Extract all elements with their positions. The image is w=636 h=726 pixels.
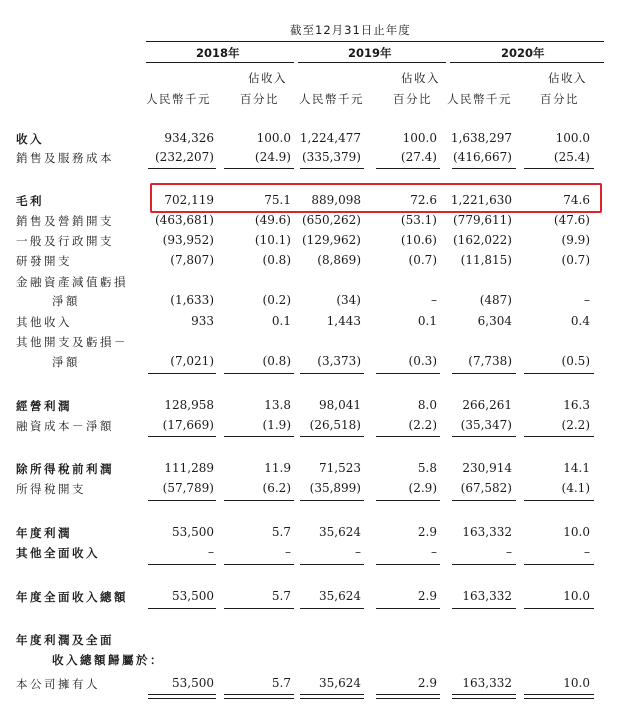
subtotal-rule (224, 500, 294, 501)
cell-value: 10.0 (563, 525, 590, 539)
cell-value: 100.0 (555, 131, 590, 145)
cell-value: – (431, 293, 437, 307)
subtotal-rule (524, 608, 594, 609)
cell-value: (463,681) (155, 213, 214, 227)
subtotal-rule (224, 608, 294, 609)
cell-value: (27.4) (400, 150, 437, 164)
cell-value: (47.6) (553, 213, 590, 227)
cell-value: 6,304 (477, 314, 512, 328)
cell-value: 266,261 (462, 398, 512, 412)
cell-value: – (506, 545, 512, 559)
cell-value: 128,958 (164, 398, 214, 412)
cell-value: (25.4) (553, 150, 590, 164)
cell-value: (34) (336, 293, 361, 307)
subtotal-rule (224, 373, 294, 374)
cell-value: – (584, 545, 590, 559)
cell-value: 71,523 (319, 461, 361, 475)
cell-value: 100.0 (256, 131, 291, 145)
row-label: 其他開支及虧損－ (16, 335, 128, 349)
row-label: 研發開支 (16, 254, 72, 268)
subtotal-rule (376, 436, 440, 437)
cell-value: (10.1) (254, 233, 291, 247)
cell-value: (67,582) (460, 481, 512, 495)
total-rule (452, 694, 516, 695)
cell-value: 14.1 (563, 461, 590, 475)
row-label: 所得稅開支 (16, 482, 86, 496)
cell-value: 5.8 (417, 461, 437, 475)
cell-value: (1.9) (262, 418, 291, 432)
subtotal-rule (148, 168, 216, 169)
year-2018-header: 2018年 (196, 46, 240, 60)
subtotal-rule (224, 564, 294, 565)
total-rule (524, 694, 594, 695)
cell-value: 13.8 (264, 398, 291, 412)
pct-column-header-line2: 百分比 (393, 92, 432, 106)
row-label: 除所得稅前利潤 (16, 462, 114, 476)
subtotal-rule (224, 168, 294, 169)
cell-value: 1,221,630 (450, 193, 512, 207)
cell-value: (335,379) (302, 150, 361, 164)
row-label: 其他全面收入 (16, 546, 100, 560)
subtotal-rule (148, 564, 216, 565)
subtotal-rule (524, 500, 594, 501)
cell-value: 53,500 (172, 676, 214, 690)
cell-value: (4.1) (561, 481, 590, 495)
cell-value: 230,914 (462, 461, 512, 475)
subtotal-rule (376, 373, 440, 374)
pct-column-header-line1: 佔收入 (401, 71, 440, 85)
cell-value: 111,289 (164, 461, 214, 475)
cell-value: – (285, 545, 291, 559)
pct-column-header-line1: 佔收入 (248, 71, 287, 85)
cell-value: (0.5) (561, 354, 590, 368)
cell-value: (35,347) (460, 418, 512, 432)
cell-value: (487) (479, 293, 512, 307)
cell-value: 163,332 (462, 525, 512, 539)
cell-value: (2.2) (561, 418, 590, 432)
rmb-column-header: 人民幣千元 (447, 92, 512, 106)
row-label: 銷售及服務成本 (16, 151, 114, 165)
gross-profit-highlight (150, 183, 602, 213)
subtotal-rule (452, 608, 516, 609)
cell-value: (3,373) (317, 354, 361, 368)
cell-value: (162,022) (453, 233, 512, 247)
cell-value: 35,624 (319, 676, 361, 690)
row-label: 本公司擁有人 (16, 677, 100, 691)
cell-value: 8.0 (417, 398, 437, 412)
cell-value: (0.8) (262, 253, 291, 267)
cell-value: – (208, 545, 214, 559)
subtotal-rule (148, 500, 216, 501)
total-rule (376, 698, 440, 699)
year-2020-header: 2020年 (501, 46, 545, 60)
year-rule-2020 (450, 62, 604, 63)
cell-value: (2.9) (408, 481, 437, 495)
subtotal-rule (376, 168, 440, 169)
total-rule (300, 694, 364, 695)
row-label: 一般及行政開支 (16, 234, 114, 248)
total-rule (148, 694, 216, 695)
total-rule (148, 698, 216, 699)
subtotal-rule (524, 436, 594, 437)
cell-value: (416,667) (453, 150, 512, 164)
row-label: 年度利潤 (16, 526, 72, 540)
subtotal-rule (376, 564, 440, 565)
cell-value: (93,952) (162, 233, 214, 247)
cell-value: – (431, 545, 437, 559)
cell-value: (129,962) (302, 233, 361, 247)
rmb-column-header: 人民幣千元 (146, 92, 211, 106)
cell-value: 1,443 (326, 314, 361, 328)
cell-value: 11.9 (264, 461, 291, 475)
cell-value: 100.0 (402, 131, 437, 145)
cell-value: – (584, 293, 590, 307)
subtotal-rule (300, 373, 364, 374)
cell-value: 75.1 (264, 193, 291, 207)
cell-value: 72.6 (410, 193, 437, 207)
row-label: 淨額 (52, 355, 80, 369)
subtotal-rule (452, 168, 516, 169)
total-rule (376, 694, 440, 695)
row-label: 金融資產減值虧損 (16, 275, 128, 289)
cell-value: (0.7) (561, 253, 590, 267)
cell-value: 2.9 (417, 589, 437, 603)
subtotal-rule (148, 373, 216, 374)
rmb-column-header: 人民幣千元 (299, 92, 364, 106)
cell-value: (0.2) (262, 293, 291, 307)
cell-value: (9.9) (561, 233, 590, 247)
subtotal-rule (300, 436, 364, 437)
cell-value: (7,738) (468, 354, 512, 368)
cell-value: 702,119 (164, 193, 214, 207)
subtotal-rule (524, 168, 594, 169)
cell-value: 53,500 (172, 589, 214, 603)
cell-value: 163,332 (462, 589, 512, 603)
total-rule (452, 698, 516, 699)
total-rule (300, 698, 364, 699)
subtotal-rule (148, 436, 216, 437)
cell-value: – (355, 545, 361, 559)
cell-value: (53.1) (400, 213, 437, 227)
cell-value: 16.3 (563, 398, 590, 412)
row-label: 經營利潤 (16, 399, 72, 413)
cell-value: 1,638,297 (450, 131, 512, 145)
subtotal-rule (148, 608, 216, 609)
cell-value: 5.7 (271, 676, 291, 690)
cell-value: 2.9 (417, 525, 437, 539)
pct-column-header-line2: 百分比 (540, 92, 579, 106)
row-label: 毛利 (16, 194, 44, 208)
cell-value: 53,500 (172, 525, 214, 539)
cell-value: (17,669) (162, 418, 214, 432)
cell-value: (26,518) (309, 418, 361, 432)
cell-value: (0.8) (262, 354, 291, 368)
cell-value: 10.0 (563, 589, 590, 603)
subtotal-rule (376, 608, 440, 609)
cell-value: 934,326 (164, 131, 214, 145)
cell-value: 5.7 (271, 525, 291, 539)
row-label: 其他收入 (16, 315, 72, 329)
row-label: 年度利潤及全面 (16, 633, 114, 647)
subtotal-rule (300, 500, 364, 501)
row-label: 收入總額歸屬於： (52, 653, 164, 667)
period-rule (146, 41, 604, 42)
cell-value: (1,633) (170, 293, 214, 307)
cell-value: (10.6) (400, 233, 437, 247)
cell-value: (2.2) (408, 418, 437, 432)
cell-value: (232,207) (155, 150, 214, 164)
cell-value: (11,815) (460, 253, 512, 267)
subtotal-rule (524, 373, 594, 374)
subtotal-rule (300, 168, 364, 169)
subtotal-rule (452, 373, 516, 374)
cell-value: 889,098 (311, 193, 361, 207)
row-label: 淨額 (52, 294, 80, 308)
cell-value: (7,021) (170, 354, 214, 368)
year-rule-2018 (146, 62, 294, 63)
total-rule (224, 694, 294, 695)
cell-value: 35,624 (319, 525, 361, 539)
subtotal-rule (452, 436, 516, 437)
cell-value: (0.3) (408, 354, 437, 368)
cell-value: (8,869) (317, 253, 361, 267)
subtotal-rule (300, 608, 364, 609)
row-label: 收入 (16, 132, 44, 146)
cell-value: 98,041 (319, 398, 361, 412)
year-2019-header: 2019年 (348, 46, 392, 60)
subtotal-rule (300, 564, 364, 565)
cell-value: (7,807) (170, 253, 214, 267)
cell-value: (35,899) (309, 481, 361, 495)
subtotal-rule (524, 564, 594, 565)
row-label: 年度全面收入總額 (16, 590, 128, 604)
subtotal-rule (452, 500, 516, 501)
row-label: 融資成本－淨額 (16, 419, 114, 433)
period-header: 截至12月31日止年度 (290, 23, 411, 37)
total-rule (224, 698, 294, 699)
cell-value: (779,611) (453, 213, 512, 227)
cell-value: 10.0 (563, 676, 590, 690)
cell-value: 35,624 (319, 589, 361, 603)
cell-value: 2.9 (417, 676, 437, 690)
cell-value: 0.1 (271, 314, 291, 328)
cell-value: 74.6 (563, 193, 590, 207)
cell-value: (650,262) (302, 213, 361, 227)
row-label: 銷售及營銷開支 (16, 214, 114, 228)
cell-value: 5.7 (271, 589, 291, 603)
cell-value: (6.2) (262, 481, 291, 495)
total-rule (524, 698, 594, 699)
cell-value: 0.1 (417, 314, 437, 328)
cell-value: (57,789) (162, 481, 214, 495)
pct-column-header-line2: 百分比 (240, 92, 279, 106)
pct-column-header-line1: 佔收入 (548, 71, 587, 85)
cell-value: (24.9) (254, 150, 291, 164)
cell-value: 1,224,477 (299, 131, 361, 145)
cell-value: 0.4 (570, 314, 590, 328)
cell-value: (0.7) (408, 253, 437, 267)
cell-value: 163,332 (462, 676, 512, 690)
subtotal-rule (452, 564, 516, 565)
subtotal-rule (376, 500, 440, 501)
subtotal-rule (224, 436, 294, 437)
cell-value: 933 (191, 314, 214, 328)
year-rule-2019 (298, 62, 446, 63)
cell-value: (49.6) (254, 213, 291, 227)
